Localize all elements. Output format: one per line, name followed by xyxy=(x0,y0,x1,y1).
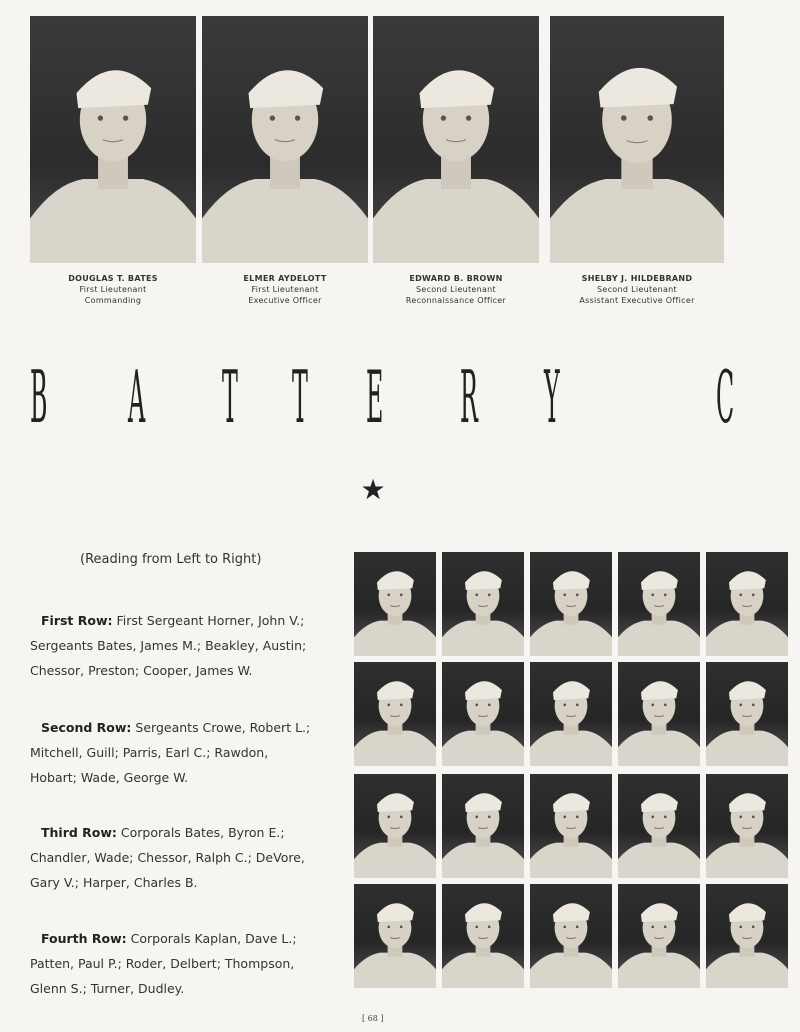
officer-photo xyxy=(202,16,368,263)
officer-name: SHELBY J. HILDEBRAND xyxy=(581,274,693,283)
officer-card xyxy=(373,16,539,306)
row-text: Sergeants Crowe, Robert L.; Mitchell, Guill; Parris, Earl C.; Rawdon, Hobart; Wade, George W. xyxy=(30,720,311,785)
soldier-portrait xyxy=(618,774,700,878)
roster-row-1 xyxy=(30,608,315,683)
officer-role: Executive Officer xyxy=(248,296,322,305)
soldier-portrait xyxy=(530,774,612,878)
soldier-portrait xyxy=(706,662,788,766)
soldier-portrait xyxy=(706,884,788,988)
officer-photo xyxy=(373,16,539,263)
soldier-portrait xyxy=(354,552,436,656)
officer-name: DOUGLAS T. BATES xyxy=(68,274,158,283)
soldier-portrait xyxy=(442,774,524,878)
officer-card xyxy=(30,16,196,306)
page-number: [ 68 ] xyxy=(362,1014,384,1023)
soldier-portrait xyxy=(618,884,700,988)
soldier-portrait xyxy=(618,552,700,656)
officer-name: ELMER AYDELOTT xyxy=(243,274,327,283)
soldier-portrait xyxy=(530,662,612,766)
roster-row-4 xyxy=(30,926,315,1001)
row-text: Corporals Kaplan, Dave L.; Patten, Paul P.; Roder, Delbert; Thompson, Glenn S.; Turner, Dudley. xyxy=(30,931,297,996)
row-text: Corporals Bates, Byron E.; Chandler, Wade; Chessor, Ralph C.; DeVore, Gary V.; Harper, Charles B. xyxy=(30,825,305,890)
officer-role: Assistant Executive Officer xyxy=(579,296,695,305)
soldier-portrait xyxy=(442,552,524,656)
soldier-portrait xyxy=(442,884,524,988)
soldier-portrait xyxy=(530,884,612,988)
row-label: First Row: xyxy=(41,613,113,628)
row-label: Fourth Row: xyxy=(41,931,127,946)
star-icon: ★ xyxy=(360,473,386,506)
title-letter: A xyxy=(128,355,146,439)
officer-caption xyxy=(550,273,724,306)
reading-note: (Reading from Left to Right) xyxy=(80,552,262,567)
officer-rank: Second Lieutenant xyxy=(416,285,496,294)
title-letter: T xyxy=(222,355,238,439)
title-letter: R xyxy=(460,355,478,439)
officer-card xyxy=(202,16,368,306)
officer-photo xyxy=(30,16,196,263)
officer-caption xyxy=(202,273,368,306)
battery-title xyxy=(22,355,742,439)
soldier-portrait xyxy=(706,552,788,656)
soldier-portrait xyxy=(354,884,436,988)
officer-rank: First Lieutenant xyxy=(79,285,147,294)
officer-card xyxy=(550,16,724,306)
title-letter: Y xyxy=(544,355,560,439)
title-letter: B xyxy=(30,355,48,439)
officer-role: Reconnaissance Officer xyxy=(405,296,507,305)
officer-rank: Second Lieutenant xyxy=(597,285,677,294)
title-letter: E xyxy=(366,355,384,439)
soldier-portrait xyxy=(618,662,700,766)
row-text: First Sergeant Horner, John V.; Sergeants Bates, James M.; Beakley, Austin; Chessor, Preston; Cooper, James W. xyxy=(30,613,307,678)
soldier-portrait xyxy=(354,774,436,878)
roster-row-2 xyxy=(30,715,315,790)
roster-row-3 xyxy=(30,820,315,895)
enlisted-portrait-grid xyxy=(354,552,788,992)
soldier-portrait xyxy=(530,552,612,656)
title-letter: C xyxy=(716,355,735,439)
soldier-portrait xyxy=(354,662,436,766)
officer-caption xyxy=(373,273,539,306)
row-label: Second Row: xyxy=(41,720,132,735)
officer-photo xyxy=(550,16,724,263)
officer-caption xyxy=(30,273,196,306)
title-letter: T xyxy=(292,355,308,439)
officer-role: Commanding xyxy=(84,296,142,305)
soldier-portrait xyxy=(442,662,524,766)
soldier-portrait xyxy=(706,774,788,878)
row-label: Third Row: xyxy=(41,825,117,840)
officer-rank: First Lieutenant xyxy=(251,285,319,294)
officer-portraits xyxy=(30,16,730,316)
officer-name: EDWARD B. BROWN xyxy=(409,274,503,283)
